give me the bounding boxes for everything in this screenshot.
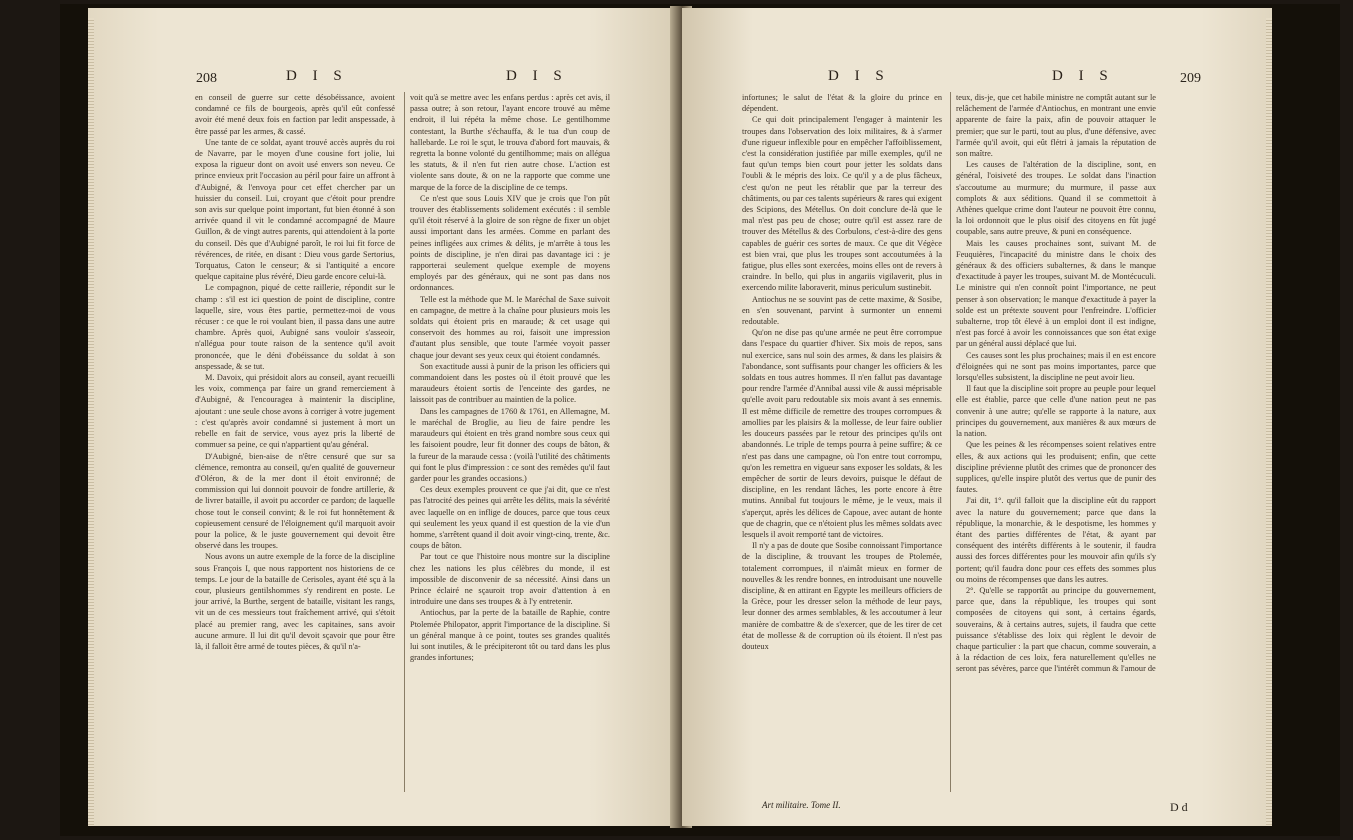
paragraph: voit qu'à se mettre avec les enfans perdus : après cet avis, il passa outre; à son retour, l'ayant encore trouvé au même endroit, il lui répéta la même chose. Le gentilhomme contestant, la Burthe s'échauffa, & le tua d'un coup de hallebarde. Le roi le sçut, le trouva d'abord fort mauvais, & regretta la bonne volonté du gentilhomme; mais on allégua les statuts, & il n'en fut rien autre chose. L'action est violente sans doute, & on ne la rapporte que comme une marque de la force de la discipline de ce temps. <box>410 93 610 192</box>
paragraph: Une tante de ce soldat, ayant trouvé accès auprès du roi de Navarre, par le moyen d'une cousine fort jolie, lui exposa la rigueur dont on avoit usé envers son neveu. Ce prince envieux prit l'occasion au péril pour faire un affront à d'Aubigné, & l'envoya pour cet effet chercher par un huissier du conseil. Lui, croyant que c'étoit pour prendre son avis sur quelque point important, fut bien étonné à son arrivée quand il vit le condamné accompagné de Maure Guillon, & de vingt autres parents, qui attendoient à la porte du conseil. Dès que d'Aubigné paroît, le roi lui fit force de révérences, de ritée, en disant : Dieu vous garde Sertorius, Torquatus, Caton le censeur; & si l'antiquité a encore quelque capitaine plus révéré, Dieu garde encore celui-là. <box>195 137 395 282</box>
paragraph: Nous avons un autre exemple de la force de la discipline sous François I, que nous rapportent nos historiens de ce temps. Le jour de la bataille de Cerisoles, ayant été sçu à la cour, plusieurs gentilshommes s'y rendirent en poste. Le jour arrivé, la Burthe, sergent de bataille, visitant les rangs, vit un de ces messieurs tout fraîchement arrivé, qui s'étoit placé au premier rang, avec les capitaines, sans avoir aucune armure. Il lui dit qu'il devoit sçavoir que pour être là, il falloit être armé de toutes pièces, & qu'il n'a- <box>195 552 395 651</box>
paragraph: M. Davoix, qui présidoit alors au conseil, ayant recueilli les voix, commença par faire un grand remerciement à d'Aubigné, & l'encouragea à maintenir la discipline, ajoutant : une seule chose avons à corriger à votre jugement : c'est qu'après avoir condamné si justement à mort un rebelle en fait de service, vous ayez pris la liberté de commuer sa peine, ce qui n'appartient qu'au général. <box>195 373 395 450</box>
paragraph: Antiochus, par la perte de la bataille de Raphie, contre Ptolemée Philopator, apprit l'importance de la discipline. Si un général manque à ce point, toutes ses grandes qualités lui sont inutiles, & le précipiteront tôt ou tard dans les plus grandes infortunes; <box>410 608 610 663</box>
page-number: 209 <box>1180 71 1201 86</box>
paragraph: Le compagnon, piqué de cette raillerie, répondit sur le champ : s'il est ici question de point de discipline, contre laquelle, sire, vous êtes partie, permettez-moi de vous récuser : ce que le roi voulant bien, il passa dans une autre chambre. Après quoi, Aubigné sans vouloir s'asseoir, n'allégua pour toute raison de la sentence qu'il avoit prononcée, que le déni d'obéissance du soldat à son anspessade, & se tut. <box>195 283 395 371</box>
paragraph: teux, dis-je, que cet habile ministre ne comptât autant sur le relâchement de l'armée d'Antiochus, en montrant une envie apparente de faire la paix, afin de pouvoir attaquer le premier; que sur le parti, tout au plus, d'une défensive, avec l'armée qu'il avoit, qui eût flétri à jamais la réputation de son maître. <box>956 93 1156 159</box>
paragraph: J'ai dit, 1°. qu'il falloit que la discipline eût du rapport avec la nature du gouvernement; parce que dans la république, la monarchie, & le despotisme, les hommes y étant des parties différentes de l'état, & ayant par conséquent des intérêts différents à le soutenir, il faudra aussi des forces différentes pour les mouvoir afin qu'ils s'y portent; qu'il faudra donc pour ces effets des sommes plus ou moins de récompenses que dans les autres. <box>956 496 1156 584</box>
paragraph: Les causes de l'altération de la discipline, sont, en général, l'oisiveté des troupes. Le soldat dans l'inaction s'accoutume au murmure; du murmure, il passe aux complots & aux séditions. Quand il se commettoit à Athènes quelque crime dont l'auteur ne pouvoit être connu, la loi ordonnoit que le plus oisif des citoyens en fût jugé coupable, sans autre preuve, & puni en conséquence. <box>956 160 1156 237</box>
text-column-1 <box>742 92 942 652</box>
paragraph: Telle est la méthode que M. le Maréchal de Saxe suivoit en campagne, de mettre à la chaîne pour plusieurs mois les soldats qui étoient pris en maraude; & cet usage qui conservoit des hommes au roi, faisoit une impression d'autant plus sensible, que toute l'armée voyoit passer chaque jour devant ses yeux ceux qui étoient condamnés. <box>410 294 610 360</box>
paragraph: Ces causes sont les plus prochaines; mais il en est encore d'éloignées qui ne sont pas moins importantes, parce que lorsqu'elles subsistent, la discipline ne peut avoir lieu. <box>956 350 1156 383</box>
paragraph: Il faut que la discipline soit propre au peuple pour lequel elle est établie, parce que celle d'une nation peut ne pas convenir à une autre; qu'elle se rapporte à la nature, aux principes du gouvernement, aux manières & aux mœurs de la nation. <box>956 384 1156 439</box>
text-column-2 <box>410 92 610 663</box>
paragraph: Son exactitude aussi à punir de la prison les officiers qui commandoient dans les postes où il étoit prouvé que les maraudeurs étoient sortis de l'enceinte des gardes, ne laissoit pas de contribuer au maintien de la police. <box>410 361 610 405</box>
paragraph: Il n'y a pas de doute que Sosibe connoissant l'importance de la discipline, & trouvant les troupes de Ptolemée, totalement corrompues, il n'aimât mieux en former de nouvelles & les rendre bonnes, en introduisant une nouvelle discipline, & en attirant en Egypte les meilleurs officiers de la Grèce, pour les dresser selon la méthode de leur pays, leur donner des armes semblables, & les accoutumer à leur manière de combattre & de s'exercer, que de les tirer de cet état de mollesse & de corruption où ils étoient. Il n'est pas douteux <box>742 541 942 651</box>
running-head: D I S <box>286 68 348 84</box>
paragraph: Que les peines & les récompenses soient relatives entre elles, & aux actions qui les produisent; enfin, que cette discipline prévienne plutôt des crimes que de prononcer des supplices, qu'elle inspire plutôt des vertus que de punir des fautes. <box>956 440 1156 495</box>
volume-footer: Art militaire. Tome II. <box>762 800 841 810</box>
right-page <box>682 8 1272 826</box>
page-number: 208 <box>196 71 217 86</box>
paragraph: Ces deux exemples prouvent ce que j'ai dit, que ce n'est pas l'atrocité des peines qui arrête les délits, mais la sévérité avec laquelle on en inflige de douces, parce que tous ceux qui seulement les yeux quand il est question de la vie d'un homme, s'arrêtent quand il doit avoir vingt-cinq, trente, &c. coups de bâton. <box>410 485 610 551</box>
paragraph: Ce n'est que sous Louis XIV que je crois que l'on pût trouver des établissements solidement exécutés : il semble qu'il étoit réservé à la gloire de son règne de fixer un objet aussi important dans les armées. Comme en parlant des peines infligées aux crimes & délits, je m'arrête à tous les points de discipline, je n'en dirai pas davantage ici : je rapporterai seulement quelque exemple de moyens employés par des généraux, qui ne sont pas dans nos ordonnances. <box>410 193 610 293</box>
paragraph: infortunes; le salut de l'état & la gloire du prince en dépendent. <box>742 93 942 114</box>
page-edge <box>1266 18 1272 826</box>
paragraph: Qu'on ne dise pas qu'une armée ne peut être corrompue dans l'espace du quartier d'hiver. Six mois de repos, sans nul exercice, sans nul soin des armes, & dans les plaisirs & l'abondance, sont suffisants pour changer les officiers & les soldats en tous autres hommes. Il n'en fallut pas davantage pour rendre l'armée d'Annibal aussi vile & aussi méprisable qu'elle avoit paru redoutable six mois avant à ses ennemis. Il est même difficile de remettre des troupes corrompues & amollies par les plaisirs & la mollesse, de leur faire oublier les douceurs passées par le retour des principes qu'ils ont abandonnés. Le triple de temps pourra à peine suffire; & ce n'est pas dans une campagne, où l'on entre tout corrompu, qu'on les remettra en vigueur sans exposer les soldats, & les empêcher de sortir de leurs devoirs, puisque le défaut de discipline, en les rendant lâches, les porte encore à être mutins. Annibal fut toujours le même, je le veux, mais il s'aperçut, après les délices de Capoue, avec autant de honte que de chagrin, que ce n'étoient plus les mêmes soldats avec lesquels il avoit remporté tant de victoires. <box>742 328 942 539</box>
text-column-1 <box>195 92 395 652</box>
paragraph: D'Aubigné, bien-aise de n'être censuré que sur sa clémence, remontra au conseil, qu'en qualité de gouverneur d'Oléron, & de la mer dont il étoit environné; de commission qui lui donnoit pouvoir de fondre artillerie, & de livrer bataille, il avoit pu accorder ce pardon; de laquelle chose tout le conseil convint; & le roi fut honnêtement & copieusement censuré de l'éloignement qu'il marquoit avoir pour la police, & le juste gouvernement qui devoit être observé dans les troupes. <box>195 451 395 551</box>
paragraph: Par tout ce que l'histoire nous montre sur la discipline chez les nations les plus célèbres du monde, il est impossible de disconvenir de sa nécessité. Ainsi dans un Prince éclairé ne sçauroit trop avoir d'attention à en introduire une dans ses troupes & à l'y entretenir. <box>410 552 610 607</box>
paragraph: Dans les campagnes de 1760 & 1761, en Allemagne, M. le maréchal de Broglie, au lieu de faire pendre les maraudeurs qui étoient en très grand nombre sous ceux qui les faisoient poudre, leur fit donner des coups de bâton, & la fureur de la maraude cessa : (voilà l'utilité des châtiments qui font le plus d'impression : ce sont des remèdes qu'il faut garder pour les grandes occasions.) <box>410 406 610 483</box>
text-column-2 <box>956 92 1156 675</box>
running-head: D I S <box>1052 68 1114 84</box>
column-rule <box>950 92 951 792</box>
page-edge <box>88 18 94 826</box>
column-rule <box>404 92 405 792</box>
paragraph: Ce qui doit principalement l'engager à maintenir les troupes dans l'observation des loix militaires, & à s'armer d'une rigueur inflexible pour en empêcher l'affoiblissement, c'est la considération justifiée par mille exemples, qu'il ne faut qu'un temps bien court pour jetter les soldats dans l'oubli & le mépris des loix. Ce qu'il y a de plus fâcheux, c'est qu'on ne peut les rétablir que par la terreur des châtiments, ou par ces talents supérieurs & rares qui exigent des Scipions, des Métellus. On doit conclure de-là que le mal n'est pas peu de chose; outre qu'il est assez rare de trouver des Métellus & des Corbulons, c'est-à-dire des gens capables de guérir ces sortes de maux. Ce que dit Végèce est bien vrai, que plus les troupes sont accoutumées à la fatigue, plus elles sont exercées, moins elles ont de revers à craindre. In bello, qui plus in angariis vigilaverit, plus in exercendo milite laboraverit, minus periculum sustinebit. <box>742 115 942 293</box>
paragraph: en conseil de guerre sur cette désobéissance, avoient condamné ce fils de bourgeois, après qu'il eût confessé avoir été mené deux fois en faction par ledit anspessade, à être passé par les armes, & cassé. <box>195 93 395 136</box>
paragraph: Mais les causes prochaines sont, suivant M. de Feuquières, l'incapacité du ministre dans le choix des généraux & des officiers subalternes, & dans le manque d'exactitude à payer les troupes, suivant M. de Montécuculi. Le ministre qui n'en connoît point l'importance, ne peut penser à son observation; le manque d'exactitude à payer la solde est un prétexte souvent pour l'enfreindre. L'officier subalterne, trop tôt élevé à un emploi dont il est indigne, n'est pas forcé à avoir les connoissances que son état exige par un général aussi déplacé que lui. <box>956 238 1156 349</box>
running-head: D I S <box>828 68 890 84</box>
signature-mark: D d <box>1170 800 1188 814</box>
paragraph: 2°. Qu'elle se rapportât au principe du gouvernement, parce que, dans la république, les troupes qui sont composées de citoyens qui sont, à certains égards, souverains, & à certains autres, sujets, il faudra que cette puissance s'établisse des loix qui règlent le devoir de chaque particulier : la part que chacun, comme souverain, a à la rédaction de ces loix, fera naturellement qu'elles ne seront pas sévères, parce que l'intérêt commun & l'amour de <box>956 585 1156 674</box>
left-page <box>88 8 678 826</box>
running-head: D I S <box>506 68 568 84</box>
paragraph: Antiochus ne se souvint pas de cette maxime, & Sosibe, en s'en souvenant, parvint à surmonter un ennemi redoutable. <box>742 294 942 327</box>
